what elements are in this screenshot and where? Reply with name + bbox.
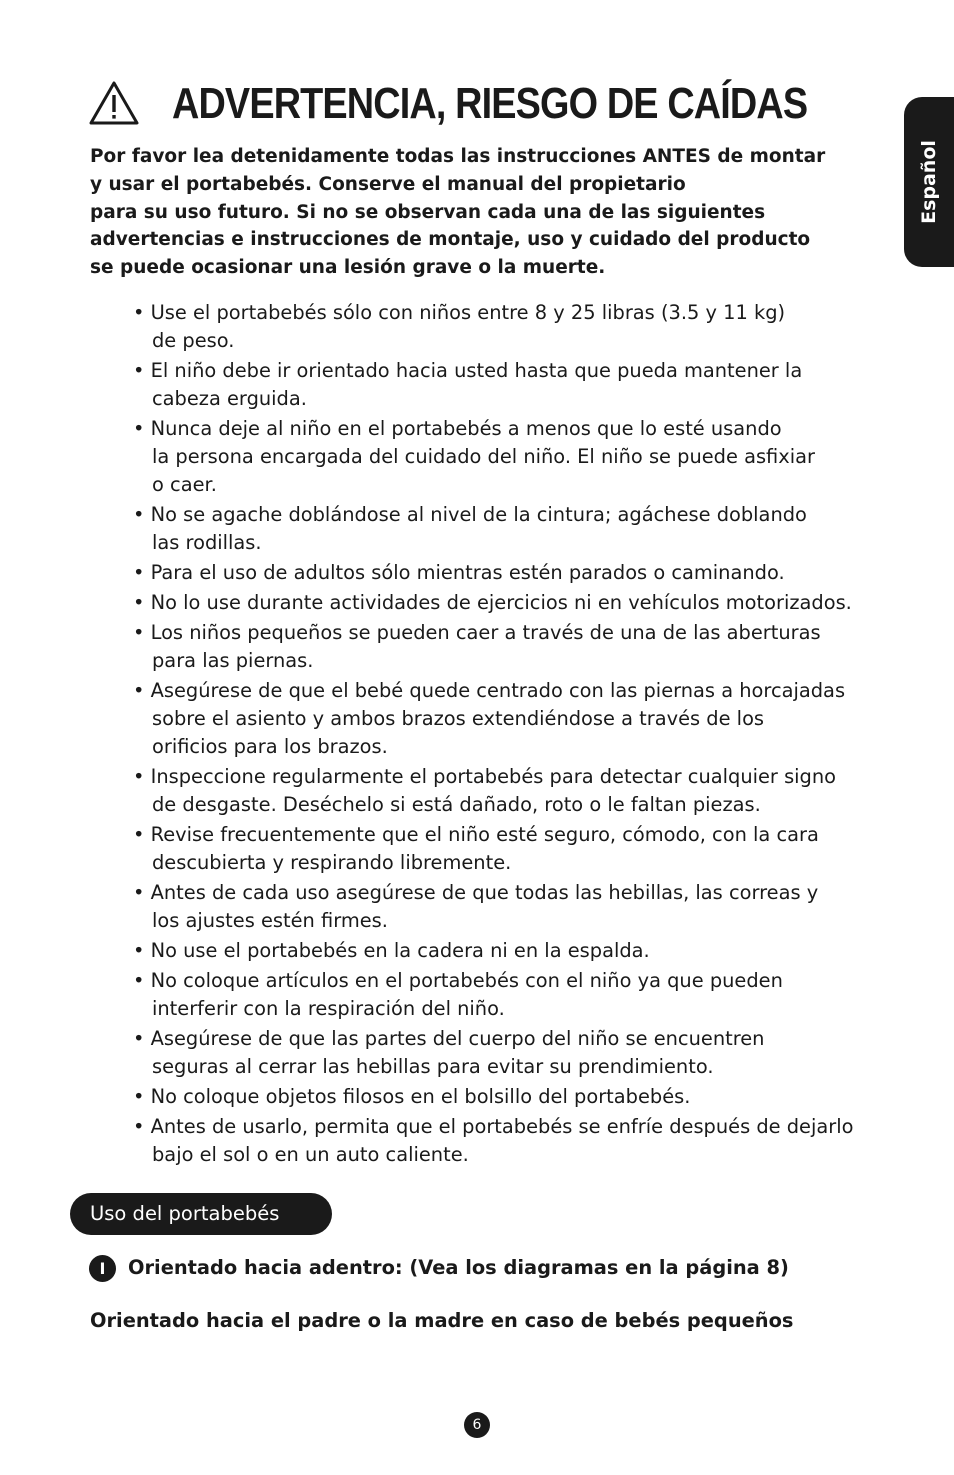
warning-list [133,299,913,1171]
warning-line: los ajustes estén firmes. [152,908,388,932]
warning-line: • Asegúrese de que las partes del cuerpo del niño se encuentren [133,1027,765,1050]
warning-line: • No use el portabebés en la cadera ni en la espalda. [133,938,650,962]
warning-line: • Use el portabebés sólo con niños entre 8 y 25 libras (3.5 y 11 kg) [133,301,786,324]
warning-line: • Antes de cada uso asegúrese de que todas las hebillas, las correas y [133,880,819,904]
warning-list-item [133,357,913,413]
warning-list-item [133,879,913,935]
warning-line: de peso. [152,328,235,352]
warning-line: • Inspeccione regularmente el portabebés para detectar cualquier signo [133,764,837,788]
section-header-pill [70,1193,332,1235]
warning-line: • Nunca deje al niño en el portabebés a menos que lo esté usando [133,416,782,440]
warning-line: • No coloque artículos en el portabebés con el niño ya que pueden [133,969,783,993]
warning-line: • No lo use durante actividades de ejercicios ni en vehículos motorizados. [133,590,852,614]
warning-line: • No se agache doblándose al nivel de la cintura; agáchese doblando [133,502,807,526]
step-number-badge: I [89,1255,116,1282]
warning-line: • Asegúrese de que el bebé quede centrado con las piernas a horcajadas [133,679,846,703]
warning-line: cabeza erguida. [152,386,307,410]
warning-line: descubierta y respirando libremente. [152,850,512,874]
intro-line: se puede ocasionar una lesión grave o la muerte. [90,257,606,279]
language-tab [904,97,954,267]
warning-line: • Revise frecuentemente que el niño esté seguro, cómodo, con la cara [133,822,819,846]
warning-list-item [133,1025,913,1081]
warning-line: seguras al cerrar las hebillas para evitar su prendimiento. [152,1054,714,1078]
intro-line: Por favor lea detenidamente todas las instrucciones ANTES de montar [90,146,826,167]
warning-list-item [133,821,913,877]
intro-line: para su uso futuro. Si no se observan cada una de las siguientes [90,201,766,223]
warning-list-item [133,677,913,760]
warning-list-item [133,619,913,675]
warning-list-item [133,501,913,557]
subheading: Orientado hacia el padre o la madre en caso de bebés pequeños [90,1309,794,1332]
warning-list-item [133,589,913,617]
step-heading-text: Orientado hacia adentro: (Vea los diagramas en la página 8) [128,1256,789,1279]
warning-line: sobre el asiento y ambos brazos extendiéndose a través de los [152,706,765,730]
warning-line: • No coloque objetos filosos en el bolsillo del portabebés. [133,1084,691,1108]
section-header-label: Uso del portabebés [90,1202,280,1225]
warning-line: • El niño debe ir orientado hacia usted hasta que pueda mantener la [133,358,803,382]
intro-line: advertencias e instrucciones de montaje, uso y cuidado del producto [90,229,811,251]
warning-line: • Antes de usarlo, permita que el portabebés se enfríe después de dejarlo [133,1115,854,1139]
warning-line: la persona encargada del cuidado del niño. El niño se puede asfixiar [152,444,815,468]
warning-line: o caer. [152,472,217,496]
warning-line: interferir con la respiración del niño. [152,996,505,1020]
warning-list-item [133,937,913,965]
warning-line: para las piernas. [152,648,314,672]
warning-triangle-icon [88,80,140,126]
warning-line: de desgaste. Deséchelo si está dañado, roto o le faltan piezas. [152,792,761,816]
intro-line: y usar el portabebés. Conserve el manual del propietario [90,173,686,195]
warning-list-item [133,967,913,1023]
intro-paragraph [90,143,890,282]
warning-list-item [133,1083,913,1111]
warning-line: orificios para los brazos. [152,734,388,758]
warning-list-item [133,763,913,819]
warning-list-item [133,415,913,498]
warning-line: • Para el uso de adultos sólo mientras estén parados o caminando. [133,560,785,584]
language-tab-label: Español [918,140,940,224]
warning-line: • Los niños pequeños se pueden caer a través de una de las aberturas [133,621,821,645]
warning-line: bajo el sol o en un auto caliente. [152,1142,469,1166]
page-number: 6 [464,1412,490,1438]
warning-list-item [133,299,913,355]
page-title: ADVERTENCIA, RIESGO DE CAÍDAS [172,79,808,128]
warning-list-item [133,559,913,587]
warning-list-item [133,1113,913,1169]
warning-line: las rodillas. [152,530,262,554]
